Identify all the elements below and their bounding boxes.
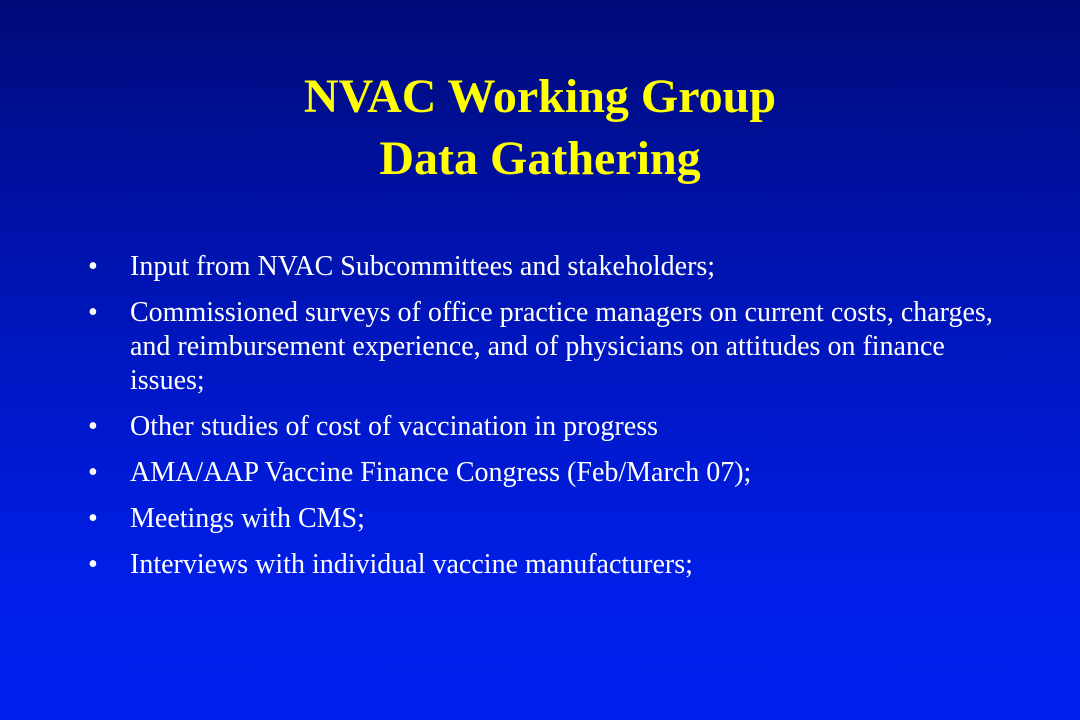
bullet-text: Other studies of cost of vaccination in progress [130,411,658,442]
bullet-dot-icon: • [88,297,98,328]
slide-title [0,66,1080,190]
bullet-item [88,456,998,490]
bullet-dot-icon: • [88,457,98,488]
bullet-dot-icon: • [88,411,98,442]
bullet-text: Meetings with CMS; [130,503,365,534]
bullet-item [88,502,998,536]
title-line-1: NVAC Working Group [303,70,777,123]
bullet-item [88,410,998,444]
bullet-item [88,250,998,284]
bullet-text: Commissioned surveys of office practice managers on current costs, charges, and reimbursement experience, and of physicians on attitudes on finance issues; [130,297,993,396]
bullet-list [88,250,998,594]
bullet-dot-icon: • [88,251,98,282]
bullet-item [88,548,998,582]
bullet-text: AMA/AAP Vaccine Finance Congress (Feb/March 07); [130,457,752,488]
bullet-dot-icon: • [88,503,98,534]
bullet-dot-icon: • [88,549,98,580]
bullet-text: Interviews with individual vaccine manufacturers; [130,549,693,580]
title-line-2: Data Gathering [379,132,701,185]
bullet-item [88,296,998,398]
bullet-text: Input from NVAC Subcommittees and stakeholders; [130,251,716,282]
